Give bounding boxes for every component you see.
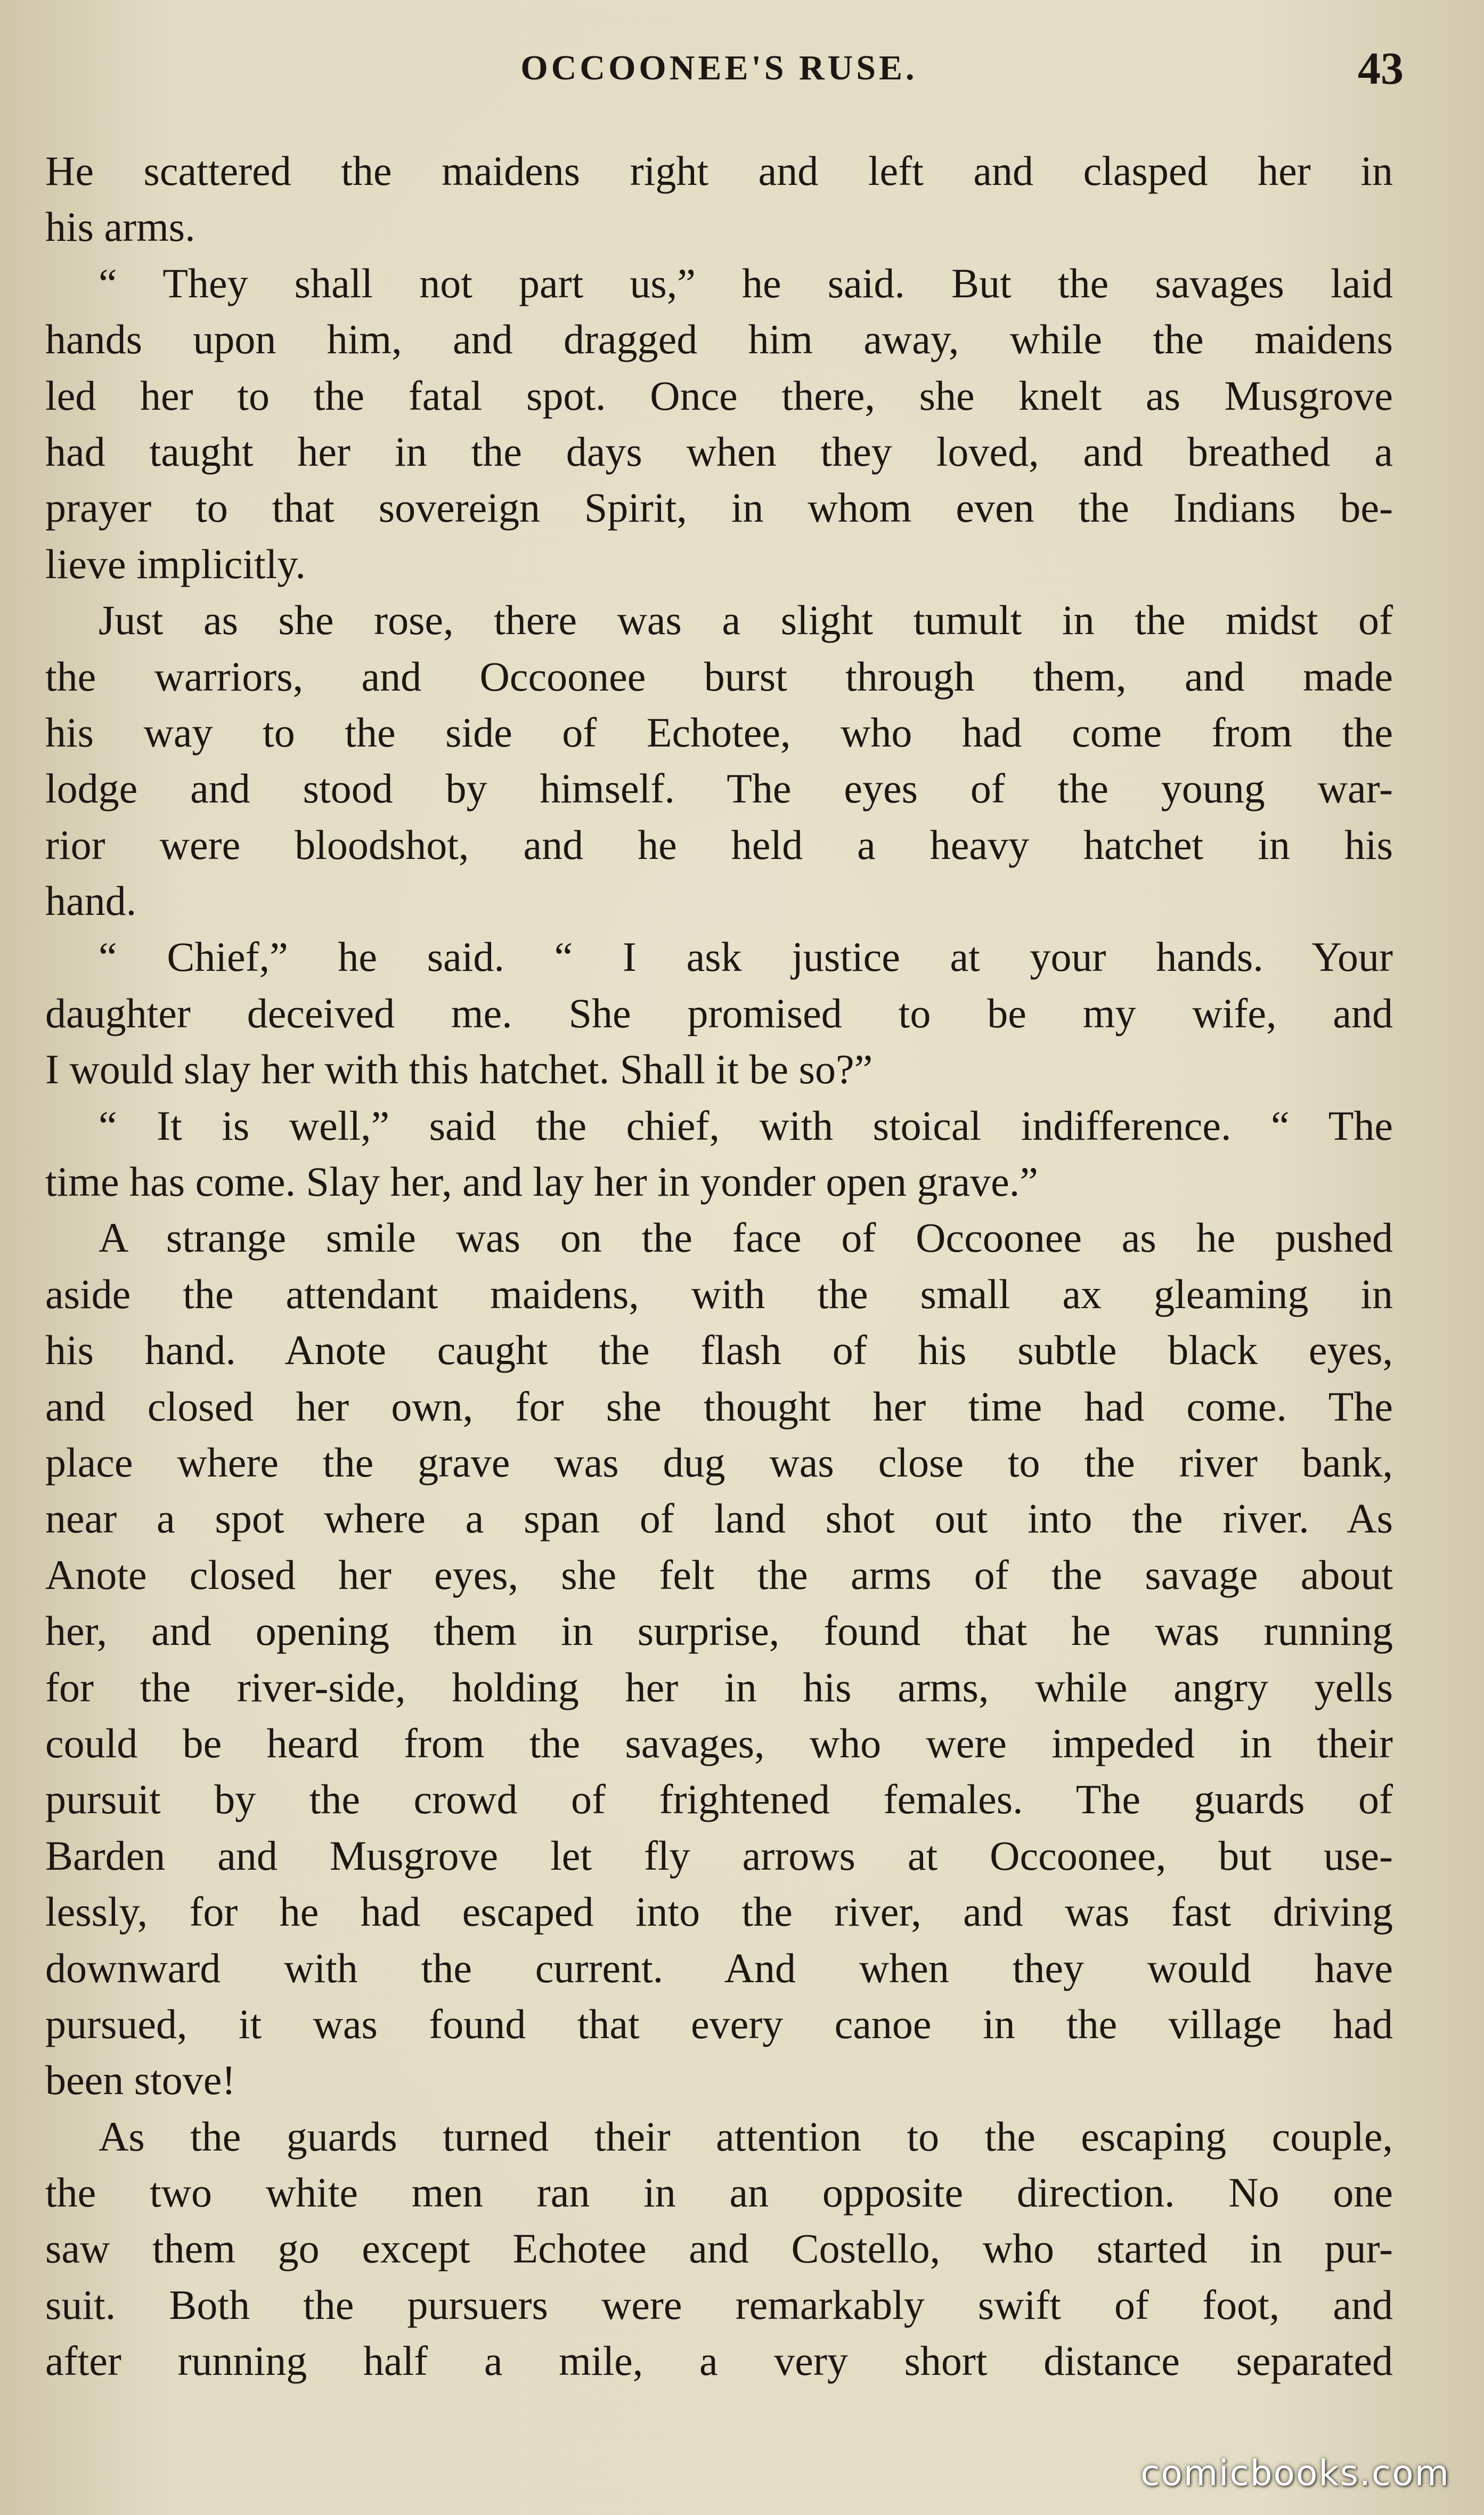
- text-line: place where the grave was dug was close to the river bank,: [45, 1439, 1393, 1486]
- text-line: lieve implicitly.: [45, 540, 306, 587]
- text-line: Anote closed her eyes, she felt the arms of the savage about: [45, 1551, 1393, 1598]
- page-number: 43: [1358, 43, 1404, 94]
- text-line: pursuit by the crowd of frightened females. The guards of: [45, 1776, 1393, 1823]
- text-line: his arms.: [45, 204, 195, 250]
- watermark: comicbooks.com: [1140, 2453, 1450, 2494]
- text-line: pursued, it was found that every canoe in the village had: [45, 2000, 1393, 2047]
- text-line: suit. Both the pursuers were remarkably swift of foot, and: [45, 2281, 1393, 2328]
- running-head: [45, 42, 1404, 100]
- text-line: rior were bloodshot, and he held a heavy hatchet in his: [45, 821, 1393, 868]
- body-text: [45, 143, 1393, 2389]
- text-line: her, and opening them in surprise, found that he was running: [45, 1608, 1393, 1654]
- text-line: near a spot where a span of land shot out into the river. As: [45, 1495, 1393, 1542]
- text-line: “ Chief,” he said. “ I ask justice at your hands. Your: [99, 934, 1393, 980]
- text-line: been stove!: [45, 2057, 236, 2104]
- text-line: lodge and stood by himself. The eyes of the young war-: [45, 765, 1393, 812]
- text-line: his hand. Anote caught the flash of his subtle black eyes,: [45, 1327, 1393, 1374]
- text-line: after running half a mile, a very short distance separated: [45, 2338, 1393, 2384]
- text-line: time has come. Slay her, and lay her in yonder open grave.”: [45, 1158, 1038, 1205]
- text-line: “ They shall not part us,” he said. But the savages laid: [99, 259, 1393, 306]
- text-line: lessly, for he had escaped into the river, and was fast driving: [45, 1888, 1393, 1935]
- text-line: Barden and Musgrove let fly arrows at Occoonee, but use-: [45, 1832, 1393, 1879]
- text-line: the warriors, and Occoonee burst through them, and made: [45, 653, 1393, 700]
- running-title: OCCOONEE'S RUSE.: [520, 48, 918, 87]
- text-line: hands upon him, and dragged him away, while the maidens: [45, 316, 1393, 363]
- text-line: prayer to that sovereign Spirit, in whom even the Indians be-: [45, 484, 1393, 531]
- text-line: led her to the fatal spot. Once there, she knelt as Musgrove: [45, 372, 1393, 419]
- text-line: saw them go except Echotee and Costello, who started in pur-: [45, 2225, 1393, 2272]
- text-line: As the guards turned their attention to the escaping couple,: [99, 2113, 1393, 2160]
- text-line: had taught her in the days when they loved, and breathed a: [45, 428, 1393, 475]
- text-line: A strange smile was on the face of Occoonee as he pushed: [99, 1214, 1393, 1261]
- text-line: daughter deceived me. She promised to be my wife, and: [45, 989, 1393, 1036]
- text-line: “ It is well,” said the chief, with stoical indifference. “ The: [99, 1102, 1393, 1149]
- text-line: for the river-side, holding her in his arms, while angry yells: [45, 1664, 1393, 1710]
- text-line: He scattered the maidens right and left and clasped her in: [45, 148, 1393, 194]
- text-line: aside the attendant maidens, with the small ax gleaming in: [45, 1270, 1393, 1317]
- text-line: I would slay her with this hatchet. Shall it be so?”: [45, 1046, 873, 1093]
- text-line: Just as she rose, there was a slight tumult in the midst of: [99, 597, 1393, 644]
- text-line: could be heard from the savages, who were impeded in their: [45, 1719, 1393, 1766]
- text-line: hand.: [45, 878, 137, 924]
- text-line: and closed her own, for she thought her time had come. The: [45, 1383, 1393, 1430]
- text-line: his way to the side of Echotee, who had come from the: [45, 709, 1393, 756]
- text-line: the two white men ran in an opposite direction. No one: [45, 2169, 1393, 2216]
- text-line: downward with the current. And when they would have: [45, 1944, 1393, 1991]
